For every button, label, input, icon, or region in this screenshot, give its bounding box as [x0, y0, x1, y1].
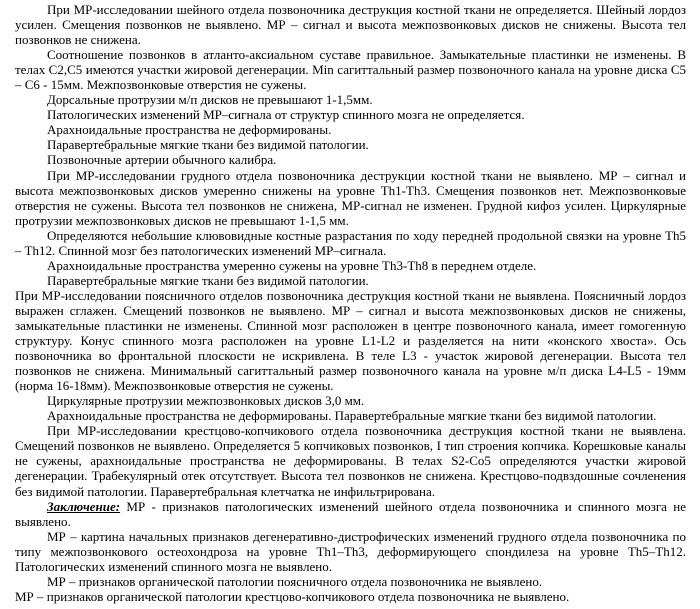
conclusion-label: Заключение: — [47, 498, 121, 514]
thoracic-osteophytes: Определяются небольшие клювовидные костные разрастания по ходу передней продольной связки на уровне Th5 – Th12. Спинной мозг без патологических изменений МР–сигнала. — [15, 227, 686, 258]
vertebral-arteries: Позвоночные артерии обычного калибра. — [47, 152, 277, 168]
cervical-paravertebral-tissue: Паравертебральные мягкие ткани без видимой патологии. — [47, 137, 369, 153]
lumbar-arachnoid-paravertebral: Арахноидальные пространства не деформированы. Паравертебральные мягкие ткани без видимой патологии. — [47, 408, 657, 424]
conclusion-lumbar: МР – признаков органической патологии поясничного отдела позвоночника не выявлено. — [47, 573, 543, 589]
conclusion-thoracic: МР – картина начальных признаков дегенеративно-дистрофических изменений грудного отдела позвоночника по типу межпозвонкового остеохондроза на уровне Th1–Th3, деформирующего спондилеза на уровне Th5–Th12. Патологических изменений спинного мозга не выявлено. — [15, 528, 686, 574]
lumbar-disc-protrusions: Циркулярные протрузии межпозвонковых дисков 3,0 мм. — [47, 393, 365, 409]
cervical-arachnoid-spaces: Арахноидальные пространства не деформированы. — [47, 122, 332, 138]
cervical-spinal-cord-signal: Патологических изменений МР–сигнала от структур спинного мозга не определяется. — [47, 107, 525, 123]
thoracic-paravertebral-tissue: Паравертебральные мягкие ткани без видимой патологии. — [47, 272, 369, 288]
thoracic-arachnoid-spaces: Арахноидальные пространства умеренно сужены на уровне Th3-Th8 в переднем отделе. — [47, 257, 537, 273]
conclusion-sacrococcygeal: МР – признаков органической патологии крестцово-копчикового отдела позвоночника не выявлено. — [15, 588, 570, 604]
conclusion-cervical: МР - признаков патологических изменений шейного отдела позвоночника и спинного мозга не выявлено. — [15, 498, 686, 529]
cervical-spine-findings: При МР-исследовании шейного отдела позвоночника деструкция костной ткани не определяется. Шейный лордоз усилен. Смещения позвонков не выявлено. МР – сигнал и высота межпозвонковых дисков не снижены. Высота тел позвонков не снижена. — [15, 2, 686, 48]
cervical-dorsal-protrusions: Дорсальные протрузии м/п дисков не превышают 1-1,5мм. — [47, 92, 373, 108]
lumbar-spine-findings: При МР-исследовании поясничного отделов позвоночника деструкция костной ткани не выявлена. Поясничный лордоз выражен сглажен. Смещений позвонков не выявлено. МР – сигнал и высота межпозвонковых дисков не снижены, замыкательные пластинки не изменены. Спинной мозг расположен в центре позвоночного канала, имеет гомогенную структуру. Конус спинного мозга расположен на уровне L1-L2 и разделяется на нити «конского хвоста». Ось позвоночника во фронтальной плоскости не искривлена. В теле L3 - участок жировой дегенерации. Высота тел позвонков не снижена. Минимальный сагиттальный размер позвоночного канала на уровне м/п диска L4-L5 - 19мм (норма 16-18мм). Межпозвонковые отверстия не сужены. — [15, 287, 686, 394]
thoracic-spine-findings: При МР-исследовании грудного отдела позвоночника деструкции костной ткани не выявлено. МР – сигнал и высота межпозвонковых дисков умеренно снижены на уровне Th1-Th3. Смещения позвонков нет. Межпозвонковые отверстия не сужены. Высота тел позвонков не снижена, МР-сигнал не изменен. Грудной кифоз усилен. Циркулярные протрузии межпозвонковых дисков не превышают 1-1,5 мм. — [15, 167, 686, 228]
conclusion-paragraph — [15, 499, 686, 529]
sacrococcygeal-findings: При МР-исследовании крестцово-копчикового отдела позвоночника деструкция костной ткани не выявлена. Смещений позвонков не выявлено. Определяется 5 копчиковых позвонков, I тип строения копчика. Корешковые каналы не сужены, арахноидальные пространства не деформированы. В телах S2-Co5 определяются участки жировой дегенерации. Трабекулярный отек отсутствует. Высота тел позвонков не снижена. Крестцово-подвздошные сочленения без видимой патологии. Паравертебральная клетчатка не инфильтрирована. — [15, 423, 686, 499]
atlanto-axial-findings: Соотношение позвонков в атланто-аксиальном суставе правильное. Замыкательные пластинки не изменены. В телах С2,С5 имеются участки жировой дегенерации. Min сагиттальный размер позвоночного канала на уровне диска С5 – С6 - 15мм. Межпозвонковые отверстия не сужены. — [15, 47, 686, 93]
